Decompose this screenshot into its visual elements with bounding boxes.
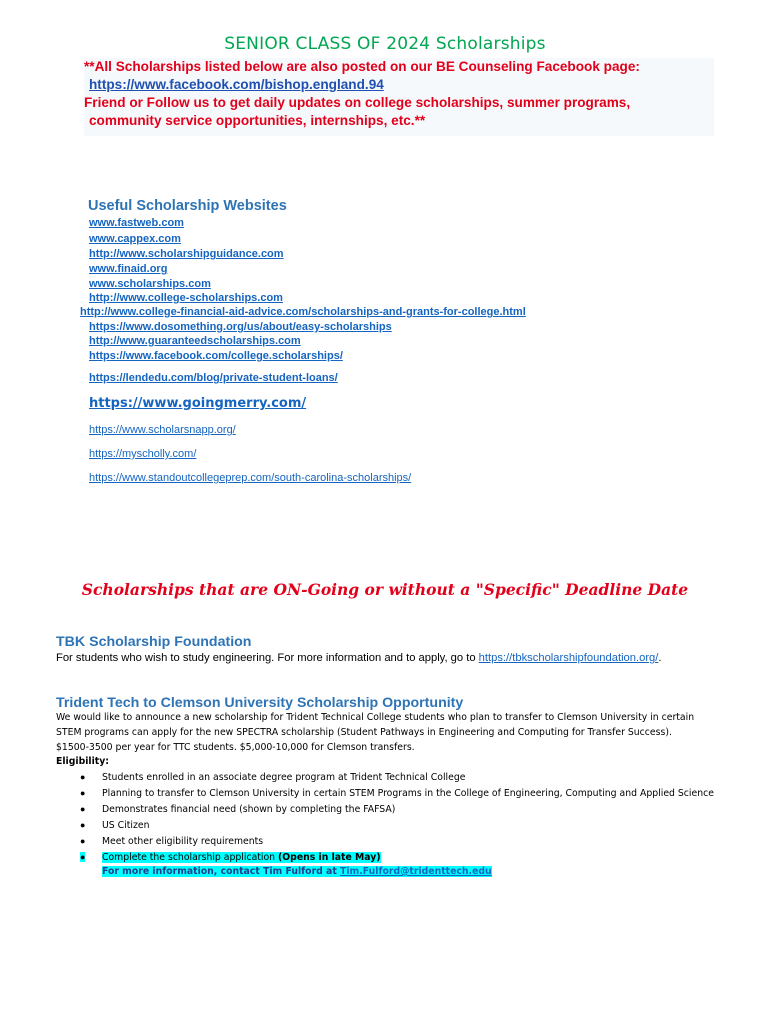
bullet-dot: ● <box>80 852 86 862</box>
eligibility-item: Meet other eligibility requirements <box>102 836 264 847</box>
site-link-scholarships[interactable]: www.scholarships.com <box>89 278 211 290</box>
trident-paragraph-3: $1500-3500 per year for TTC students. $5,000-10,000 for Clemson transfers. <box>56 742 415 753</box>
contact-line: For more information, contact Tim Fulford at Tim.Fulford@tridenttech.edu <box>102 866 492 877</box>
ongoing-scholarships-heading: Scholarships that are ON-Going or without a "Specific" Deadline Date <box>81 580 689 599</box>
tbk-link[interactable]: https://tbkscholarshipfoundation.org/ <box>478 652 659 664</box>
site-link-scholarsnapp[interactable]: https://www.scholarsnapp.org/ <box>89 424 236 436</box>
eligibility-item: Demonstrates financial need (shown by completing the FAFSA) <box>102 804 396 815</box>
trident-paragraph-1: We would like to announce a new scholarship for Trident Technical College students who plan to transfer to Clemson University in certain <box>56 712 695 723</box>
site-link-cappex[interactable]: www.cappex.com <box>89 233 181 245</box>
bullet-dot: ● <box>80 820 86 830</box>
trident-paragraph-2: STEM programs can apply for the new SPECTRA scholarship (Student Pathways in Engineering and Computing for Transfer Success). <box>56 727 672 738</box>
site-link-facebook-college[interactable]: https://www.facebook.com/college.scholarships/ <box>89 350 343 362</box>
site-link-lendedu[interactable]: https://lendedu.com/blog/private-student-loans/ <box>89 372 338 384</box>
site-link-dosomething[interactable]: https://www.dosomething.org/us/about/easy-scholarships <box>89 321 392 333</box>
tbk-description: For students who wish to study engineering. For more information and to apply, go to https://tbkscholarshipfoundation.org/. <box>56 652 662 664</box>
bullet-dot: ● <box>80 836 86 846</box>
site-link-goingmerry[interactable]: https://www.goingmerry.com/ <box>89 396 307 411</box>
site-link-standoutcollegeprep[interactable]: https://www.standoutcollegeprep.com/south-carolina-scholarships/ <box>89 472 412 484</box>
eligibility-label: Eligibility: <box>56 756 110 767</box>
trident-heading: Trident Tech to Clemson University Scholarship Opportunity <box>56 695 464 711</box>
contact-email-link[interactable]: Tim.Fulford@tridenttech.edu <box>340 866 492 877</box>
site-link-fastweb[interactable]: www.fastweb.com <box>89 217 184 229</box>
notice-line-3: Friend or Follow us to get daily updates on college scholarships, summer programs, <box>84 95 631 110</box>
tbk-heading: TBK Scholarship Foundation <box>56 634 252 650</box>
facebook-page-link[interactable]: https://www.facebook.com/bishop.england.94 <box>89 77 384 92</box>
notice-line-1: **All Scholarships listed below are also posted on our BE Counseling Facebook page: <box>84 59 640 74</box>
notice-line-4: community service opportunities, internships, etc.** <box>89 113 426 128</box>
eligibility-item-application: Complete the scholarship application (Opens in late May) <box>102 852 381 863</box>
eligibility-item: Students enrolled in an associate degree program at Trident Technical College <box>102 772 466 783</box>
facebook-notice <box>84 58 714 136</box>
eligibility-item: Planning to transfer to Clemson University in certain STEM Programs in the College of Engineering, Computing and Applied Science <box>102 788 714 799</box>
site-link-financial-aid-advice[interactable]: http://www.college-financial-aid-advice.com/scholarships-and-grants-for-college.html <box>80 306 526 318</box>
eligibility-item: US Citizen <box>102 820 150 831</box>
bullet-dot: ● <box>80 772 86 782</box>
bullet-dot: ● <box>80 804 86 814</box>
site-link-college-scholarships[interactable]: http://www.college-scholarships.com <box>89 292 283 304</box>
site-link-guaranteed[interactable]: http://www.guaranteedscholarships.com <box>89 335 301 347</box>
site-link-myscholly[interactable]: https://myscholly.com/ <box>89 448 197 460</box>
page-title: SENIOR CLASS OF 2024 Scholarships <box>224 34 546 54</box>
bullet-dot: ● <box>80 788 86 798</box>
site-link-finaid[interactable]: www.finaid.org <box>89 263 168 275</box>
useful-websites-heading: Useful Scholarship Websites <box>88 198 287 214</box>
opens-note: (Opens in late May) <box>278 852 381 863</box>
site-link-scholarshipguidance[interactable]: http://www.scholarshipguidance.com <box>89 248 284 260</box>
